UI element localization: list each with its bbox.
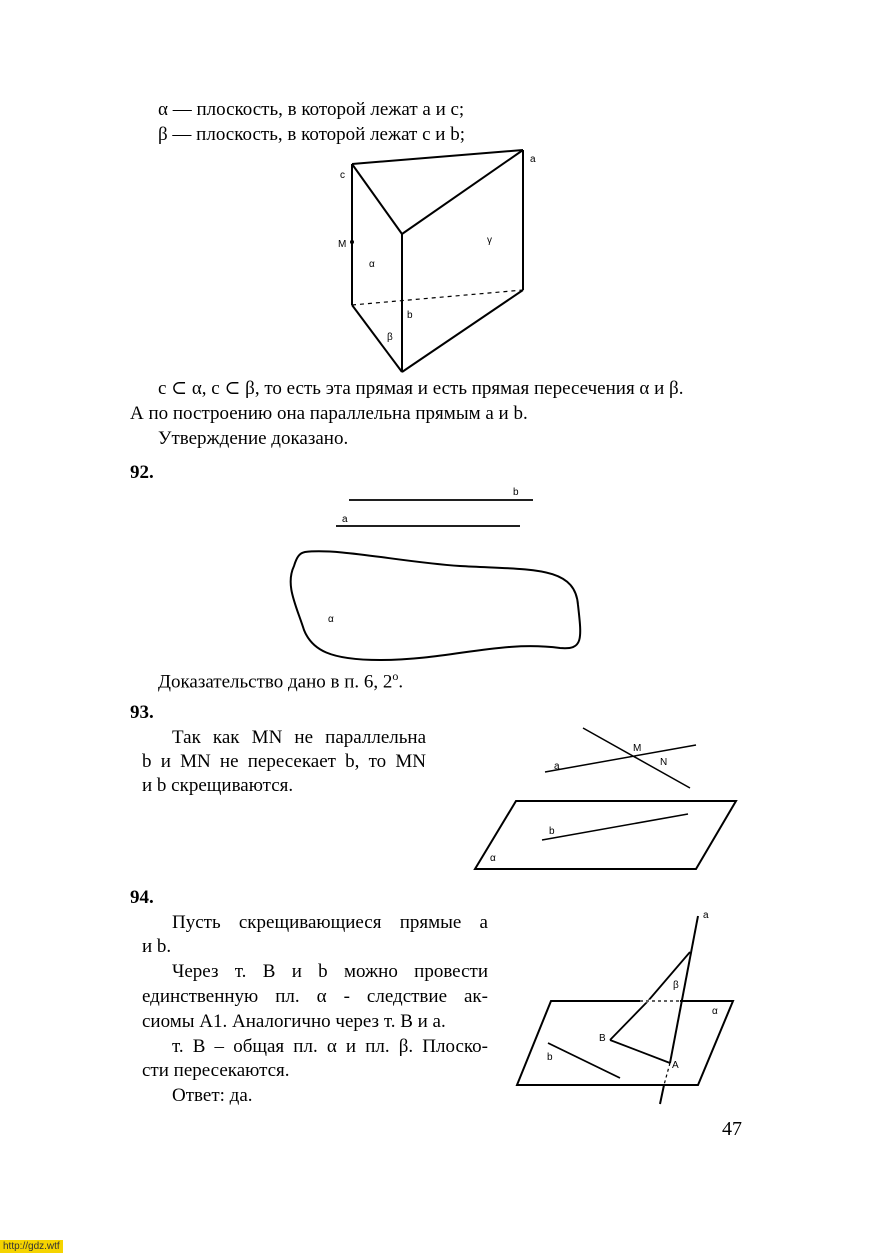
problem-94-line2: и b.	[142, 936, 172, 957]
fig93-label-M: M	[633, 743, 642, 754]
problem-94-number: 94.	[130, 887, 154, 908]
fig94-label-b: b	[547, 1052, 553, 1063]
fig1-label-gamma: γ	[487, 235, 492, 246]
fig93-label-b: b	[549, 826, 555, 837]
beta-definition: β — плоскость, в которой лежат c и b;	[158, 124, 465, 145]
problem-93-line2: b и MN не пересекает b, то MN	[142, 751, 426, 772]
degree-sup: o	[392, 669, 399, 683]
problem-94-line6: т. B – общая пл. α и пл. β. Плоско-	[172, 1036, 488, 1057]
fig1-label-alpha: α	[369, 259, 375, 270]
fig94-label-A: A	[672, 1060, 679, 1071]
fig94-label-alpha: α	[712, 1006, 718, 1017]
after-fig1-line1: c ⊂ α, c ⊂ β, то есть эта прямая и есть прямая пересечения α и β.	[158, 378, 684, 399]
problem-93-line1: Так как MN не параллельна	[172, 727, 426, 748]
page-number: 47	[722, 1118, 742, 1140]
watermark-link[interactable]: http://gdz.wtf	[0, 1240, 63, 1253]
fig1-label-M: M	[338, 239, 347, 250]
fig1-label-c: c	[340, 170, 345, 181]
fig93-label-N: N	[660, 757, 668, 768]
problem-94-line7: сти пересекаются.	[142, 1060, 290, 1081]
problem-93-line3: и b скрещиваются.	[142, 775, 294, 796]
fig1-label-beta: β	[387, 332, 393, 343]
problem-94-line3: Через т. B и b можно провести	[172, 961, 488, 982]
problem-94-line4: единственную пл. α - следствие ак-	[142, 986, 488, 1007]
problem-94-line1: Пусть скрещивающиеся прямые a	[172, 912, 488, 933]
problem-94-line5: сиомы A1. Аналогично через т. B и a.	[142, 1011, 446, 1032]
fig93-label-a: a	[554, 761, 560, 772]
problem-94-line8: Ответ: да.	[172, 1085, 253, 1106]
fig92-label-alpha: α	[328, 614, 334, 625]
fig93-label-alpha: α	[490, 853, 496, 864]
after-fig1-line3: Утверждение доказано.	[158, 428, 349, 449]
fig94-label-a: a	[703, 910, 709, 921]
fig1-label-a: a	[530, 154, 536, 165]
fig94-label-beta: β	[673, 980, 679, 991]
fig1-label-b: b	[407, 310, 413, 321]
fig94-label-B: B	[599, 1033, 606, 1044]
problem-93-number: 93.	[130, 702, 154, 723]
problem-92-number: 92.	[130, 462, 154, 483]
fig92-label-a: a	[342, 514, 348, 525]
after-fig1-line2: А по построению она параллельна прямым a и b.	[130, 403, 528, 424]
fig92-label-b: b	[513, 487, 519, 498]
alpha-definition: α — плоскость, в которой лежат a и c;	[158, 99, 465, 120]
problem-92-text: Доказательство дано в п. 6, 2$^o$.	[158, 669, 404, 693]
